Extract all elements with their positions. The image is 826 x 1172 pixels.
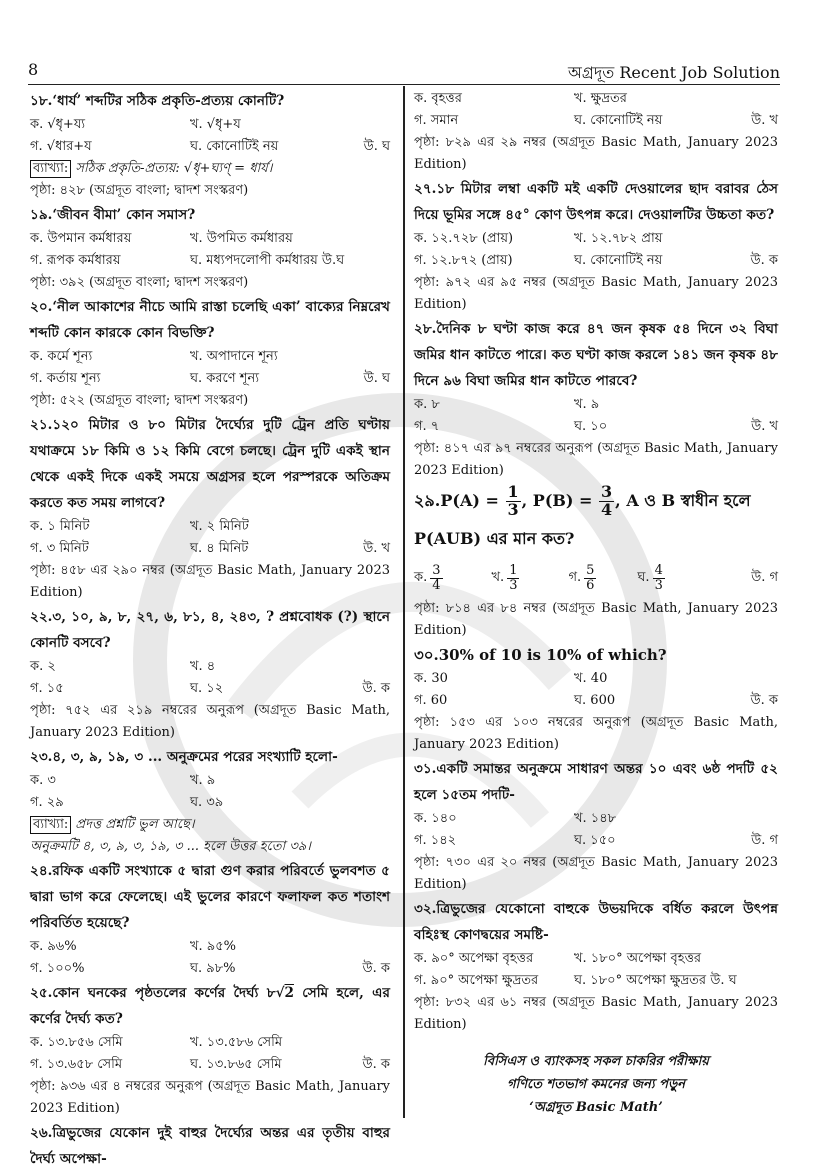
option-c: গ. সমান — [414, 113, 459, 128]
option-b-label: খ. — [491, 569, 505, 585]
question-18 — [30, 88, 390, 202]
answer: উ. ক — [362, 1057, 390, 1072]
question-27 — [414, 176, 778, 316]
answer: উ. ক — [362, 961, 390, 976]
left-column — [30, 88, 390, 1172]
option-b: খ. ১৩.৫৮৬ সেমি — [190, 1035, 283, 1050]
promo-line-2: গণিতে শতভাগ কমনের জন্য পড়ুন — [506, 1077, 686, 1092]
option-b: খ. ৯ — [190, 773, 216, 788]
right-column — [414, 88, 778, 1036]
option-a: ক. ১৪০ — [414, 811, 457, 826]
option-c: গ. ১৩.৬৫৮ সেমি — [30, 1057, 123, 1072]
fraction-numerator: 1 — [509, 562, 518, 578]
question-31 — [414, 756, 778, 896]
option-b: খ. ১৮০° অপেক্ষা বৃহত্তর — [574, 951, 702, 966]
answer: উ. ক — [750, 693, 778, 708]
question-tail: , A ও B স্বাধীন হলে — [615, 491, 751, 510]
question-text: ১৮.‘ধার্য’ শব্দটির সঠিক প্রকৃতি-প্রত্যয় কোনটি? — [30, 93, 285, 109]
question-23 — [30, 744, 390, 858]
reference: পৃষ্ঠা: ৪৫৮ এর ২৯০ নম্বর (অগ্রদূত Basic Math, January 2023 Edition) — [30, 563, 390, 600]
option-c: গ. 60 — [414, 693, 448, 708]
option-a — [430, 564, 442, 592]
option-b: খ. 40 — [574, 671, 608, 686]
reference: পৃষ্ঠা: ৩৯২ (অগ্রদূত বাংলা; দ্বাদশ সংস্করণ) — [30, 275, 249, 290]
reference: পৃষ্ঠা: ৭৩০ এর ২০ নম্বর (অগ্রদূত Basic Math, January 2023 Edition) — [414, 855, 778, 892]
question-text: ২২.৩, ১০, ৯, ৮, ২৭, ৬, ৮১, ৪, ২৪৩, ? প্রশ্নবোধক (?) স্থানে কোনটি বসবে? — [30, 609, 390, 651]
answer: উ. খ — [751, 419, 778, 434]
option-c: গ. ১৪২ — [414, 833, 457, 848]
option-c: গ. রূপক কর্মধারয় — [30, 253, 121, 268]
fraction-denominator: 3 — [509, 577, 518, 593]
option-a: ক. ১৩.৮৫৬ সেমি — [30, 1035, 123, 1050]
question-22 — [30, 604, 390, 744]
option-a: ক. কর্মে শূন্য — [30, 349, 93, 364]
question-26 — [30, 1120, 390, 1172]
option-d: ঘ. ৯৮% — [190, 961, 236, 976]
option-c: গ. ২৯ — [30, 795, 64, 810]
fraction-numerator: 5 — [586, 562, 595, 578]
answer: উ. গ — [751, 569, 778, 585]
option-b: খ. ৯ — [574, 397, 600, 412]
option-c: গ. ৩ মিনিট — [30, 541, 89, 556]
option-c: গ. ১৫ — [30, 681, 64, 696]
fraction-numerator: 1 — [507, 482, 519, 502]
option-a: ক. ৮ — [414, 397, 440, 412]
option-a: ক. ৩ — [30, 773, 56, 788]
sqrt-radicand: 2 — [284, 985, 294, 1001]
answer: উ. ক — [362, 681, 390, 696]
explanation-line-2: অনুক্রমটি ৪, ৩, ৯, ৩, ১৯, ৩ ... হলে উত্তর হতো ৩৯। — [30, 839, 311, 854]
question-text: ২৭.১৮ মিটার লম্বা একটি মই একটি দেওয়ালের ছাদ বরাবর ঠেস দিয়ে ভূমির সঙ্গে ৪৫° কোণ উৎপন্ন করে। দেওয়ালটির উচ্চতা কত? — [414, 181, 778, 223]
option-a: ক. ৯০° অপেক্ষা বৃহত্তর — [414, 951, 534, 966]
question-number: ২৯. — [414, 491, 441, 510]
question-32 — [414, 896, 778, 1036]
option-a: ক. উপমান কর্মধারয় — [30, 231, 132, 246]
option-a: ক. √ধৃ+য্য — [30, 117, 86, 132]
question-text: ৩২.ত্রিভুজের যেকোনো বাহুকে উভয়দিকে বর্ধিত করলে উৎপন্ন বহিঃস্থ কোণদ্বয়ের সমষ্টি- — [414, 901, 778, 943]
reference: পৃষ্ঠা: ৯৩৬ এর ৪ নম্বরের অনুরূপ (অগ্রদূত Basic Math, January 2023 Edition) — [30, 1079, 390, 1116]
option-b: খ. ৯৫% — [190, 939, 237, 954]
question-text: ২০.‘নীল আকাশের নীচে আমি রাস্তা চলেছি একা’ বাক্যের নিম্নরেখ শব্দটি কোন কারকে কোন বিভক্তি? — [30, 299, 390, 341]
explanation-label: ব্যাখ্যা: — [30, 816, 71, 834]
option-a: ক. 30 — [414, 671, 448, 686]
question-text: ২৬.ত্রিভুজের যেকোন দুই বাহুর দৈর্ঘ্যের অন্তর এর তৃতীয় বাহুর দৈর্ঘ্য অপেক্ষা- — [30, 1125, 390, 1167]
reference: পৃষ্ঠা: ৭৫২ এর ২১৯ নম্বরের অনুরূপ (অগ্রদূত Basic Math, January 2023 Edition) — [30, 703, 390, 740]
option-a: ক. ১ মিনিট — [30, 519, 90, 534]
reference: পৃষ্ঠা: ৫২২ (অগ্রদূত বাংলা; দ্বাদশ সংস্করণ) — [30, 393, 249, 408]
promo-footer — [414, 1050, 778, 1119]
option-d: ঘ. ১০ — [574, 419, 608, 434]
option-d: ঘ. 600 — [574, 693, 616, 708]
reference: পৃষ্ঠা: ৪২৮ (অগ্রদূত বাংলা; দ্বাদশ সংস্করণ) — [30, 183, 249, 198]
fraction-denominator: 3 — [507, 500, 519, 519]
fraction-numerator: 3 — [432, 562, 441, 578]
question-text — [414, 482, 778, 520]
question-text: ৩০.30% of 10 is 10% of which? — [414, 646, 667, 664]
option-c: গ. ৭ — [414, 419, 440, 434]
option-b: খ. √ধৃ+য — [190, 117, 241, 132]
question-26-options — [414, 88, 778, 176]
question-text-a: ২৫.কোন ঘনকের পৃষ্ঠতলের কর্ণের দৈর্ঘ্য ৮ — [30, 985, 276, 1001]
option-d: ঘ. কোনোটিই নয় — [190, 139, 279, 154]
option-b — [507, 564, 519, 592]
question-text-line-2: P(AUB) এর মান কত? — [414, 529, 575, 548]
option-c-label: গ. — [568, 569, 582, 585]
option-d: ঘ. ৪ মিনিট — [190, 541, 249, 556]
question-29 — [414, 482, 778, 642]
option-d: ঘ. কোনোটিই নয় — [574, 253, 663, 268]
answer: উ. খ — [363, 541, 390, 556]
explanation-label: ব্যাখ্যা: — [30, 160, 71, 178]
question-text: ২১.১২০ মিটার ও ৮০ মিটার দৈর্ঘ্যের দুটি ট্রেন প্রতি ঘণ্টায় যথাক্রমে ১৮ কিমি ও ১২ কিমি বেগে চলছে। ট্রেন দুটি একই স্থান থেকে একই দিকে একই সময়ে অগ্রসর হলে পরস্পরকে অতিক্রম করতে কত সময় লাগবে? — [30, 417, 390, 511]
option-c: গ. ১০০% — [30, 961, 85, 976]
explanation-text: প্রদত্ত প্রশ্নটি ভুল আছে। — [71, 817, 195, 832]
option-c: গ. কর্তায় শূন্য — [30, 371, 101, 386]
answer: উ. গ — [751, 833, 778, 848]
answer: উ. খ — [751, 113, 778, 128]
page-number: 8 — [28, 60, 39, 79]
option-d: ঘ. করণে শূন্য — [190, 371, 259, 386]
column-divider — [403, 86, 405, 1118]
question-25 — [30, 980, 390, 1120]
question-19 — [30, 202, 390, 294]
option-b: খ. ১২.৭৮২ প্রায় — [574, 231, 663, 246]
option-c: গ. ৯০° অপেক্ষা ক্ষুদ্রতর — [414, 973, 539, 988]
fraction-numerator: 4 — [654, 562, 663, 578]
pa-label: P(A) = — [440, 491, 499, 510]
option-b: খ. অপাদানে শূন্য — [190, 349, 278, 364]
option-d: ঘ. ৩৯ — [190, 795, 224, 810]
page-header — [28, 58, 780, 85]
reference: পৃষ্ঠা: ৯৭২ এর ৯৫ নম্বর (অগ্রদূত Basic Math, January 2023 Edition) — [414, 275, 778, 312]
option-d-label: ঘ. — [637, 569, 650, 585]
reference: পৃষ্ঠা: ৪১৭ এর ৯৭ নম্বরের অনুরূপ (অগ্রদূত Basic Math, January 2023 Edition) — [414, 441, 778, 478]
sqrt-symbol: √ — [275, 985, 285, 1001]
fraction-numerator: 3 — [601, 482, 613, 502]
question-text: ২৪.রফিক একটি সংখ্যাকে ৫ দ্বারা গুণ করার পরিবর্তে ভুলবশত ৫ দ্বারা ভাগ করে ফেলেছে। এই ভুলের কারণে ফলাফল কত শতাংশ পরিবর্তিত হয়েছে? — [30, 863, 390, 931]
option-d: ঘ. মধ্যপদলোপী কর্মধারয় উ.ঘ — [190, 253, 345, 268]
option-d: ঘ. ১৮০° অপেক্ষা ক্ষুদ্রতর উ. ঘ — [574, 973, 737, 988]
question-text — [30, 980, 390, 1032]
option-b: খ. উপমিত কর্মধারয় — [190, 231, 293, 246]
fraction-denominator: 3 — [654, 577, 663, 593]
option-d — [653, 564, 665, 592]
question-21 — [30, 412, 390, 604]
question-24 — [30, 858, 390, 980]
option-a-label: ক. — [414, 569, 428, 585]
option-a: ক. বৃহত্তর — [414, 91, 462, 106]
question-28 — [414, 316, 778, 482]
option-d: ঘ. ১২ — [190, 681, 224, 696]
answer: উ. ঘ — [363, 139, 390, 154]
reference: পৃষ্ঠা: ১৫৩ এর ১০৩ নম্বরের অনুরূপ (অগ্রদূত Basic Math, January 2023 Edition) — [414, 715, 778, 752]
option-b: খ. ক্ষুদ্রতর — [574, 91, 627, 106]
fraction-options — [414, 558, 778, 598]
pb-fraction — [599, 484, 614, 519]
answer: উ. ক — [750, 253, 778, 268]
explanation-text: সঠিক প্রকৃতি-প্রত্যয়: √ধৃ+ঘ্যণ্ = ধার্য। — [71, 161, 273, 176]
reference: পৃষ্ঠা: ৮২৯ এর ২৯ নম্বর (অগ্রদূত Basic Math, January 2023 Edition) — [414, 135, 778, 172]
question-text: ২৩.৪, ৩, ৯, ১৯, ৩ ... অনুক্রমের পরের সংখ্যাটি হলো- — [30, 749, 338, 765]
fraction-denominator: 6 — [586, 577, 595, 593]
promo-line-3: ‘অগ্রদূত Basic Math’ — [529, 1100, 663, 1115]
reference: পৃষ্ঠা: ৮৩২ এর ৬১ নম্বর (অগ্রদূত Basic Math, January 2023 Edition) — [414, 995, 778, 1032]
question-text-b: সেমি হলে, এর কর্ণের দৈর্ঘ্য কত? — [30, 985, 390, 1027]
question-text: ১৯.‘জীবন বীমা’ কোন সমাস? — [30, 207, 196, 223]
option-d: ঘ. কোনোটিই নয় — [574, 113, 663, 128]
pa-fraction — [506, 484, 521, 519]
reference: পৃষ্ঠা: ৮১৪ এর ৮৪ নম্বর (অগ্রদূত Basic Math, January 2023 Edition) — [414, 601, 778, 638]
option-b: খ. ২ মিনিট — [190, 519, 249, 534]
answer: উ. ঘ — [363, 371, 390, 386]
option-c: গ. √ধার+য — [30, 139, 92, 154]
option-a: ক. ১২.৭২৮ (প্রায়) — [414, 231, 514, 246]
page-title: অগ্রদূত Recent Job Solution — [568, 63, 780, 82]
promo-line-1: বিসিএস ও ব্যাংকসহ সকল চাকরির পরীক্ষায় — [483, 1054, 709, 1069]
option-a: ক. ২ — [30, 659, 56, 674]
option-b: খ. ৪ — [190, 659, 216, 674]
option-d: ঘ. ১৩.৮৬৫ সেমি — [190, 1057, 282, 1072]
question-text: ৩১.একটি সমান্তর অনুক্রমে সাধারণ অন্তর ১০ এবং ৬ষ্ঠ পদটি ৫২ হলে ১৫তম পদটি- — [414, 761, 778, 803]
fraction-denominator: 4 — [432, 577, 441, 593]
option-c: গ. ১২.৮৭২ (প্রায়) — [414, 253, 513, 268]
question-20 — [30, 294, 390, 412]
question-30 — [414, 642, 778, 756]
option-a: ক. ৯৬% — [30, 939, 77, 954]
option-d: ঘ. ১৫০ — [574, 833, 616, 848]
fraction-denominator: 4 — [601, 500, 613, 519]
pb-label: , P(B) = — [521, 491, 593, 510]
option-b: খ. ১৪৮ — [574, 811, 617, 826]
question-text: ২৮.দৈনিক ৮ ঘণ্টা কাজ করে ৪৭ জন কৃষক ৫৪ দিনে ৩২ বিঘা জমির ধান কাটতে পারে। কত ঘণ্টা কাজ করলে ১৪১ জন কৃষক ৪৮ দিনে ৯৬ বিঘা জমির ধান কাটতে পারবে? — [414, 321, 778, 389]
option-c — [584, 564, 596, 592]
